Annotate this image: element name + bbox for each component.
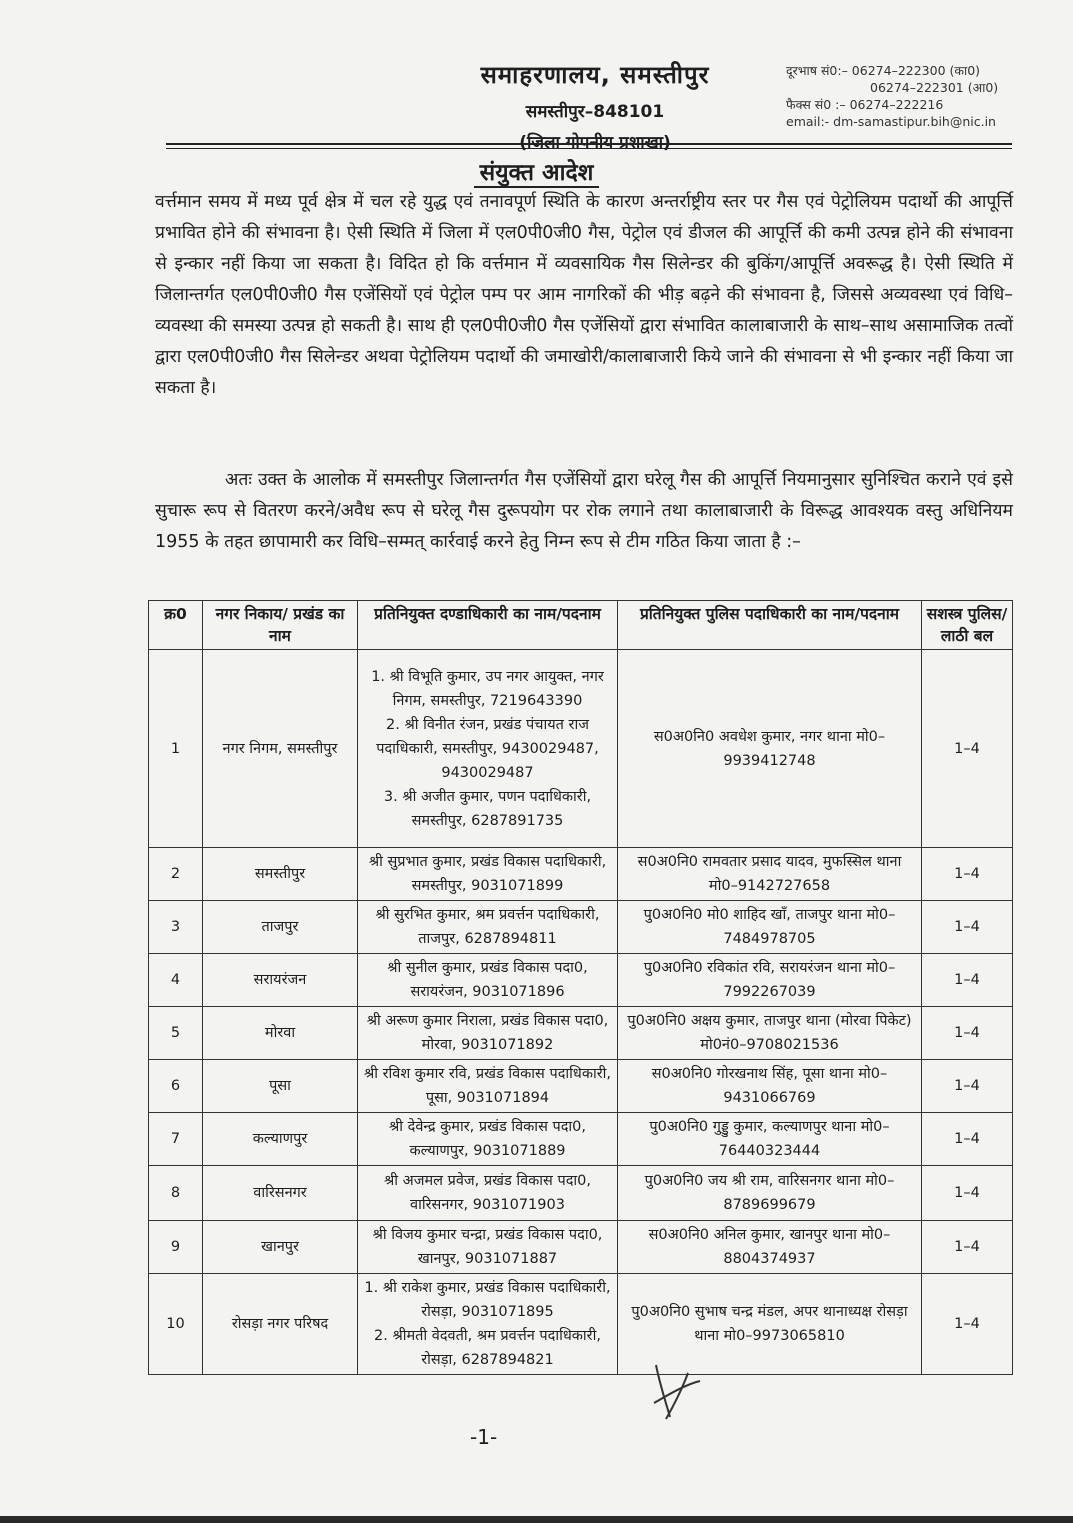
cell-area: समस्तीपुर: [203, 848, 358, 901]
cell-police: पु0अ0नि0 जय श्री राम, वारिसनगर थाना मो0–8789699679: [618, 1166, 922, 1221]
cell-force: 1–4: [922, 1007, 1013, 1060]
cell-magistrate: श्री सुनील कुमार, प्रखंड विकास पदा0, सरायरंजन, 9031071896: [358, 954, 618, 1007]
paragraph-1: वर्त्तमान समय में मध्य पूर्व क्षेत्र में चल रहे युद्ध एवं तनावपूर्ण स्थिति के कारण अन्तर्राष्ट्रीय स्तर पर गैस एवं पेट्रोलियम पदार्थो की आपूर्त्ति प्रभावित होने की संभावना है। ऐसी स्थिति में जिला में एल0पी0जी0 गैस, पेट्रोल एवं डीजल की आपूर्त्ति की कमी उत्पन्न होने की संभावना से इन्कार नहीं किया जा सकता है। विदित हो कि वर्त्तमान में व्यवसायिक गैस सिलेन्डर की बुकिंग/आपूर्त्ति अवरूद्ध है। ऐसी स्थिति में जिलान्तर्गत एल0पी0जी0 गैस एजेंसियों एवं पेट्रोल पम्प पर आम नागरिकों की भीड़ बढ़ने की संभावना है, जिससे अव्यवस्था एवं विधि–व्यवस्था की समस्या उत्पन्न हो सकती है। साथ ही एल0पी0जी0 गैस एजेंसियों द्वारा संभावित कालाबाजारी के साथ–साथ असामाजिक तत्वों द्वारा एल0पी0जी0 गैस सिलेन्डर अथवा पेट्रोलियम पदार्थो की जमाखोरी/कालाबाजारी किये जाने की संभावना से भी इन्कार नहीं किया जा सकता है।: [155, 192, 1013, 398]
cell-area: मोरवा: [203, 1007, 358, 1060]
scan-edge: [0, 1516, 1073, 1523]
table-row: [149, 1060, 1013, 1113]
cell-area: नगर निगम, समस्तीपुर: [203, 650, 358, 848]
cell-sn: 2: [149, 848, 203, 901]
cell-magistrate: श्री देवेन्द्र कुमार, प्रखंड विकास पदा0, कल्याणपुर, 9031071889: [358, 1113, 618, 1166]
cell-sn: 1: [149, 650, 203, 848]
email-address: email:- dm-samastipur.bih@nic.in: [786, 114, 996, 129]
cell-area: ताजपुर: [203, 901, 358, 954]
col-header-area: नगर निकाय/ प्रखंड का नाम: [203, 601, 358, 650]
cell-area: सरायरंजन: [203, 954, 358, 1007]
table-row: [149, 848, 1013, 901]
cell-area: पूसा: [203, 1060, 358, 1113]
cell-area: खानपुर: [203, 1221, 358, 1274]
cell-magistrate: श्री अजमल प्रवेज, प्रखंड विकास पदा0, वारिसनगर, 9031071903: [358, 1166, 618, 1221]
cell-police: पु0अ0नि0 रविकांत रवि, सरायरंजन थाना मो0–7992267039: [618, 954, 922, 1007]
cell-magistrate: श्री रविश कुमार रवि, प्रखंड विकास पदाधिकारी, पूसा, 9031071894: [358, 1060, 618, 1113]
cell-sn: 5: [149, 1007, 203, 1060]
signature-mark: [648, 1355, 708, 1425]
table-row: [149, 1113, 1013, 1166]
cell-magistrate: श्री सुरभित कुमार, श्रम प्रवर्त्तन पदाधिकारी, ताजपुर, 6287894811: [358, 901, 618, 954]
cell-sn: 9: [149, 1221, 203, 1274]
cell-area: रोसड़ा नगर परिषद: [203, 1274, 358, 1375]
cell-sn: 4: [149, 954, 203, 1007]
table-row: [149, 1274, 1013, 1375]
table-header-row: [149, 601, 1013, 650]
office-city: समस्तीपुर–848101: [525, 102, 665, 122]
deployment-table: [148, 600, 1013, 1375]
col-header-sn: क्र0: [149, 601, 203, 650]
letterhead: [420, 58, 770, 153]
cell-police: स0अ0नि0 गोरखनाथ सिंह, पूसा थाना मो0–9431066769: [618, 1060, 922, 1113]
cell-force: 1–4: [922, 954, 1013, 1007]
order-title: संयुक्त आदेश: [0, 155, 1073, 187]
cell-sn: 3: [149, 901, 203, 954]
cell-area: वारिसनगर: [203, 1166, 358, 1221]
table-row: [149, 901, 1013, 954]
cell-magistrate: 1. श्री राकेश कुमार, प्रखंड विकास पदाधिकारी, रोसड़ा, 9031071895 2. श्रीमती वेदवती, श्रम प्रवर्त्तन पदाधिकारी, रोसड़ा, 6287894821: [358, 1274, 618, 1375]
header-divider: [166, 143, 1012, 145]
cell-police: पु0अ0नि0 सुभाष चन्द्र मंडल, अपर थानाध्यक्ष रोसड़ा थाना मो0–9973065810: [618, 1274, 922, 1375]
table-row: [149, 954, 1013, 1007]
cell-sn: 10: [149, 1274, 203, 1375]
cell-force: 1–4: [922, 1166, 1013, 1221]
office-branch: (जिला गोपनीय प्रशाखा): [519, 133, 671, 153]
cell-police: पु0अ0नि0 गुड्डु कुमार, कल्याणपुर थाना मो0–76440323444: [618, 1113, 922, 1166]
cell-magistrate: 1. श्री विभूति कुमार, उप नगर आयुक्त, नगर निगम, समस्तीपुर, 7219643390 2. श्री विनीत रंजन, प्रखंड पंचायत राज पदाधिकारी, समस्तीपुर, 9430029487, 9430029487 3. श्री अजीत कुमार, पणन पदाधिकारी, समस्तीपुर, 6287891735: [358, 650, 618, 848]
cell-police: पु0अ0नि0 अक्षय कुमार, ताजपुर थाना (मोरवा पिकेट) मो0नं0–9708021536: [618, 1007, 922, 1060]
cell-magistrate: श्री अरूण कुमार निराला, प्रखंड विकास पदा0, मोरवा, 9031071892: [358, 1007, 618, 1060]
phone-residence: 06274–222301 (आ0): [870, 80, 999, 95]
table-row: [149, 1166, 1013, 1221]
cell-police: स0अ0नि0 अवधेश कुमार, नगर थाना मो0–9939412748: [618, 650, 922, 848]
cell-sn: 6: [149, 1060, 203, 1113]
phone-office: दूरभाष सं0:– 06274–222300 (का0): [786, 63, 981, 78]
cell-police: स0अ0नि0 रामवतार प्रसाद यादव, मुफस्सिल थाना मो0–9142727658: [618, 848, 922, 901]
col-header-magistrate: प्रतिनियुक्त दण्डाधिकारी का नाम/पदनाम: [358, 601, 618, 650]
table-row: [149, 650, 1013, 848]
table-row: [149, 1007, 1013, 1060]
cell-police: पु0अ0नि0 मो0 शाहिद खाँ, ताजपुर थाना मो0–7484978705: [618, 901, 922, 954]
cell-sn: 7: [149, 1113, 203, 1166]
paragraph-2: अतः उक्त के आलोक में समस्तीपुर जिलान्तर्गत गैस एजेंसियों द्वारा घरेलू गैस की आपूर्त्ति नियमानुसार सुनिश्चित कराने एवं इसे सुचारू रूप से वितरण करने/अवैध रूप से घरेलू गैस दुरूपयोग पर रोक लगाने तथा कालाबाजारी के विरूद्ध आवश्यक वस्तु अधिनियम 1955 के तहत छापामारी कर विधि–सम्मत् कार्रवाई करने हेतु निम्न रूप से टीम गठित किया जाता है :–: [155, 470, 1013, 552]
header-divider-thin: [166, 148, 1012, 149]
cell-force: 1–4: [922, 1221, 1013, 1274]
cell-police: स0अ0नि0 अनिल कुमार, खानपुर थाना मो0–8804374937: [618, 1221, 922, 1274]
col-header-police: प्रतिनियुक्त पुलिस पदाधिकारी का नाम/पदनाम: [618, 601, 922, 650]
office-name: समाहरणालय, समस्तीपुर: [480, 61, 710, 89]
cell-force: 1–4: [922, 1274, 1013, 1375]
cell-area: कल्याणपुर: [203, 1113, 358, 1166]
cell-force: 1–4: [922, 848, 1013, 901]
col-header-force: सशस्त्र पुलिस/ लाठी बल: [922, 601, 1013, 650]
cell-magistrate: श्री विजय कुमार चन्द्रा, प्रखंड विकास पदा0, खानपुर, 9031071887: [358, 1221, 618, 1274]
cell-force: 1–4: [922, 901, 1013, 954]
page-number: -1-: [470, 1425, 498, 1449]
cell-force: 1–4: [922, 650, 1013, 848]
table-row: [149, 1221, 1013, 1274]
cell-sn: 8: [149, 1166, 203, 1221]
contact-block: [786, 62, 1026, 130]
cell-force: 1–4: [922, 1060, 1013, 1113]
fax-number: फैक्स सं0 :– 06274–222216: [786, 97, 944, 112]
cell-magistrate: श्री सुप्रभात कुमार, प्रखंड विकास पदाधिकारी, समस्तीपुर, 9031071899: [358, 848, 618, 901]
cell-force: 1–4: [922, 1113, 1013, 1166]
